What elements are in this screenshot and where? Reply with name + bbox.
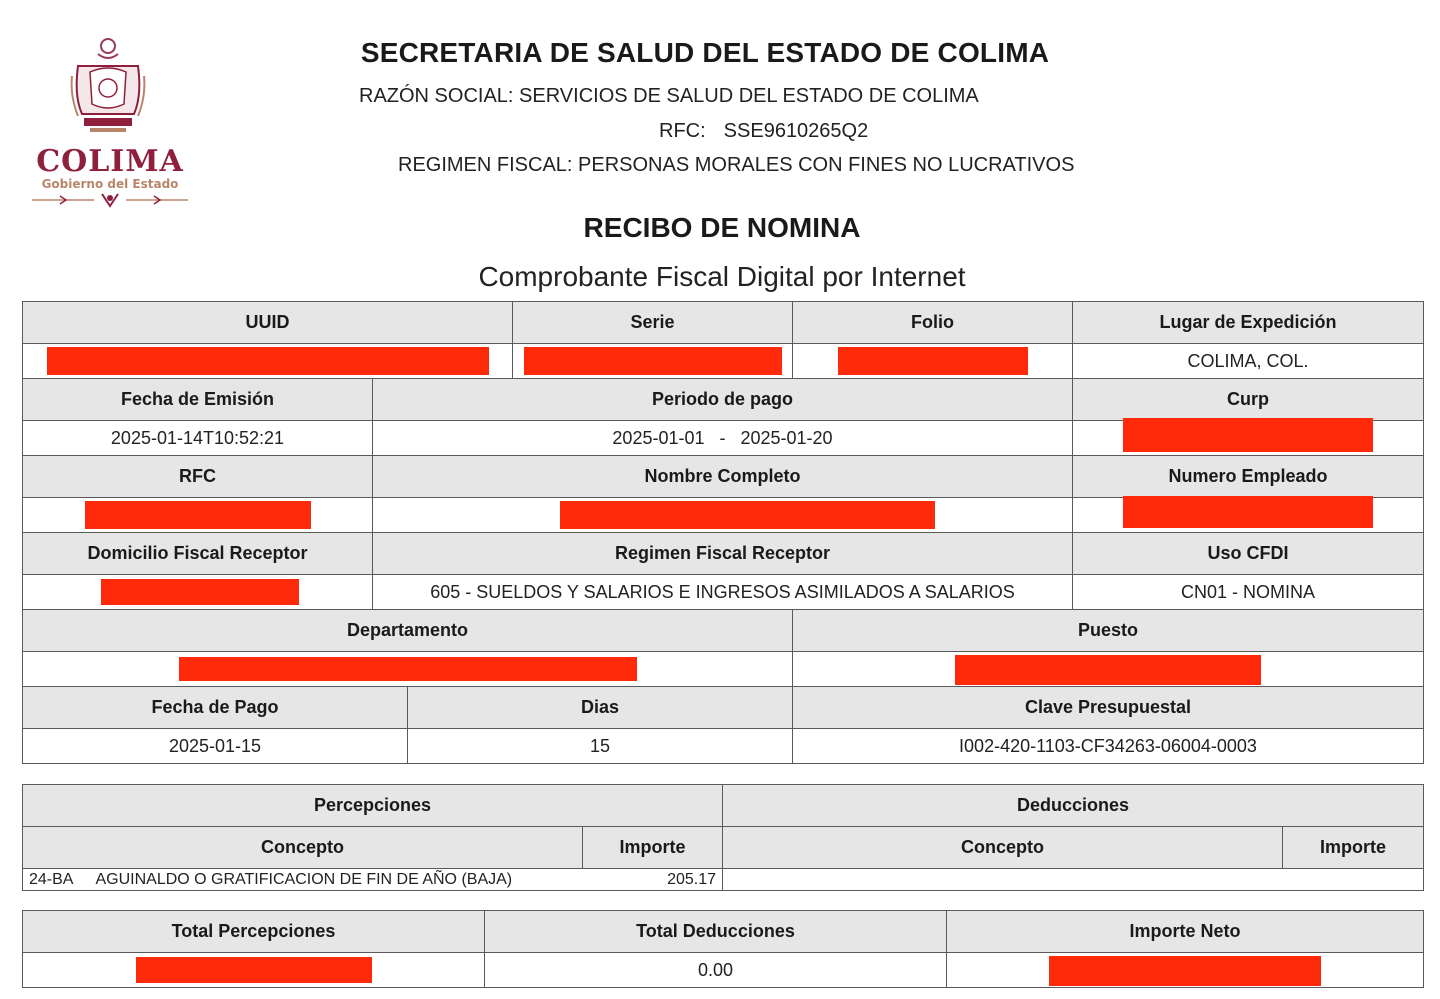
deducciones-concepto-label: Concepto [723, 827, 1283, 869]
lugar-value: COLIMA, COL. [1073, 344, 1424, 379]
deducciones-importe-label: Importe [1283, 827, 1424, 869]
redaction-bar [47, 347, 489, 375]
dias-label: Dias [408, 687, 793, 729]
department-table [22, 609, 1424, 764]
redaction-bar [179, 657, 637, 681]
numero-empleado-value [1073, 498, 1424, 533]
nombre-label: Nombre Completo [373, 456, 1073, 498]
domicilio-label: Domicilio Fiscal Receptor [23, 533, 373, 575]
domicilio-value [23, 575, 373, 610]
nombre-value [373, 498, 1073, 533]
logo-subtext: Gobierno del Estado [41, 177, 179, 191]
percepcion-importe: 205.17 [667, 870, 716, 888]
uso-cfdi-label: Uso CFDI [1073, 533, 1424, 575]
razon-social: RAZÓN SOCIAL: SERVICIOS DE SALUD DEL ESTADO DE COLIMA [359, 85, 979, 107]
total-percepciones-value [23, 953, 485, 988]
redaction-bar [955, 655, 1261, 685]
fecha-pago-label: Fecha de Pago [23, 687, 408, 729]
ornament-icon [30, 192, 190, 208]
curp-value [1073, 421, 1424, 456]
curp-label: Curp [1073, 379, 1424, 421]
percepcion-concepto: AGUINALDO O GRATIFICACION DE FIN DE AÑO (BAJA) [95, 870, 513, 888]
puesto-value [793, 652, 1424, 687]
deducciones-title: Deducciones [723, 785, 1424, 827]
uuid-label: UUID [23, 302, 513, 344]
percepciones-importe-label: Importe [583, 827, 723, 869]
totals-table [22, 910, 1424, 988]
redaction-bar [524, 347, 782, 375]
redaction-bar [1049, 956, 1321, 986]
document-title: RECIBO DE NOMINA [583, 212, 861, 243]
issuer-rfc [659, 120, 868, 143]
importe-neto-value [947, 953, 1424, 988]
folio-label: Folio [793, 302, 1073, 344]
serie-value [513, 344, 793, 379]
periodo-value: 2025-01-01 - 2025-01-20 [373, 421, 1073, 456]
redaction-bar [85, 501, 311, 529]
numero-empleado-label: Numero Empleado [1073, 456, 1424, 498]
lugar-label: Lugar de Expedición [1073, 302, 1424, 344]
regimen-receptor-label: Regimen Fiscal Receptor [373, 533, 1073, 575]
uso-cfdi-value: CN01 - NOMINA [1073, 575, 1424, 610]
rfc-label: RFC [23, 456, 373, 498]
fecha-emision-value: 2025-01-14T10:52:21 [23, 421, 373, 456]
clave-value: I002-420-1103-CF34263-06004-0003 [793, 729, 1424, 764]
percepcion-row [23, 869, 723, 891]
departamento-value [23, 652, 793, 687]
percepciones-title: Percepciones [23, 785, 723, 827]
rfc-value [23, 498, 373, 533]
departamento-label: Departamento [23, 610, 793, 652]
puesto-label: Puesto [793, 610, 1424, 652]
issuer-rfc-label: RFC: [659, 120, 706, 142]
redaction-bar [560, 501, 935, 529]
issuer-rfc-value: SSE9610265Q2 [723, 120, 869, 142]
total-deducciones-label: Total Deducciones [485, 911, 947, 953]
document-subtitle: Comprobante Fiscal Digital por Internet [478, 261, 966, 292]
folio-value [793, 344, 1073, 379]
logo-brand-text: COLIMA [36, 144, 184, 179]
fecha-emision-label: Fecha de Emisión [23, 379, 373, 421]
percepciones-deducciones-table [22, 784, 1424, 891]
deduccion-row-empty [723, 869, 1424, 891]
dias-value: 15 [408, 729, 793, 764]
redaction-bar [1123, 418, 1373, 452]
clave-label: Clave Presupuestal [793, 687, 1424, 729]
percepcion-clave: 24-BA [29, 870, 74, 888]
redaction-bar [136, 957, 372, 983]
receipt-info-table [22, 301, 1424, 610]
organization-title: SECRETARIA DE SALUD DEL ESTADO DE COLIMA [360, 37, 1050, 68]
regimen-receptor-value: 605 - SUELDOS Y SALARIOS E INGRESOS ASIMILADOS A SALARIOS [373, 575, 1073, 610]
regimen-fiscal: REGIMEN FISCAL: PERSONAS MORALES CON FINES NO LUCRATIVOS [398, 154, 1075, 176]
redaction-bar [1123, 496, 1373, 528]
uuid-value [23, 344, 513, 379]
percepciones-concepto-label: Concepto [23, 827, 583, 869]
serie-label: Serie [513, 302, 793, 344]
fecha-pago-value: 2025-01-15 [23, 729, 408, 764]
redaction-bar [101, 579, 299, 605]
total-deducciones-value: 0.00 [485, 953, 947, 988]
redaction-bar [838, 347, 1028, 375]
importe-neto-label: Importe Neto [947, 911, 1424, 953]
total-percepciones-label: Total Percepciones [23, 911, 485, 953]
periodo-label: Periodo de pago [373, 379, 1073, 421]
